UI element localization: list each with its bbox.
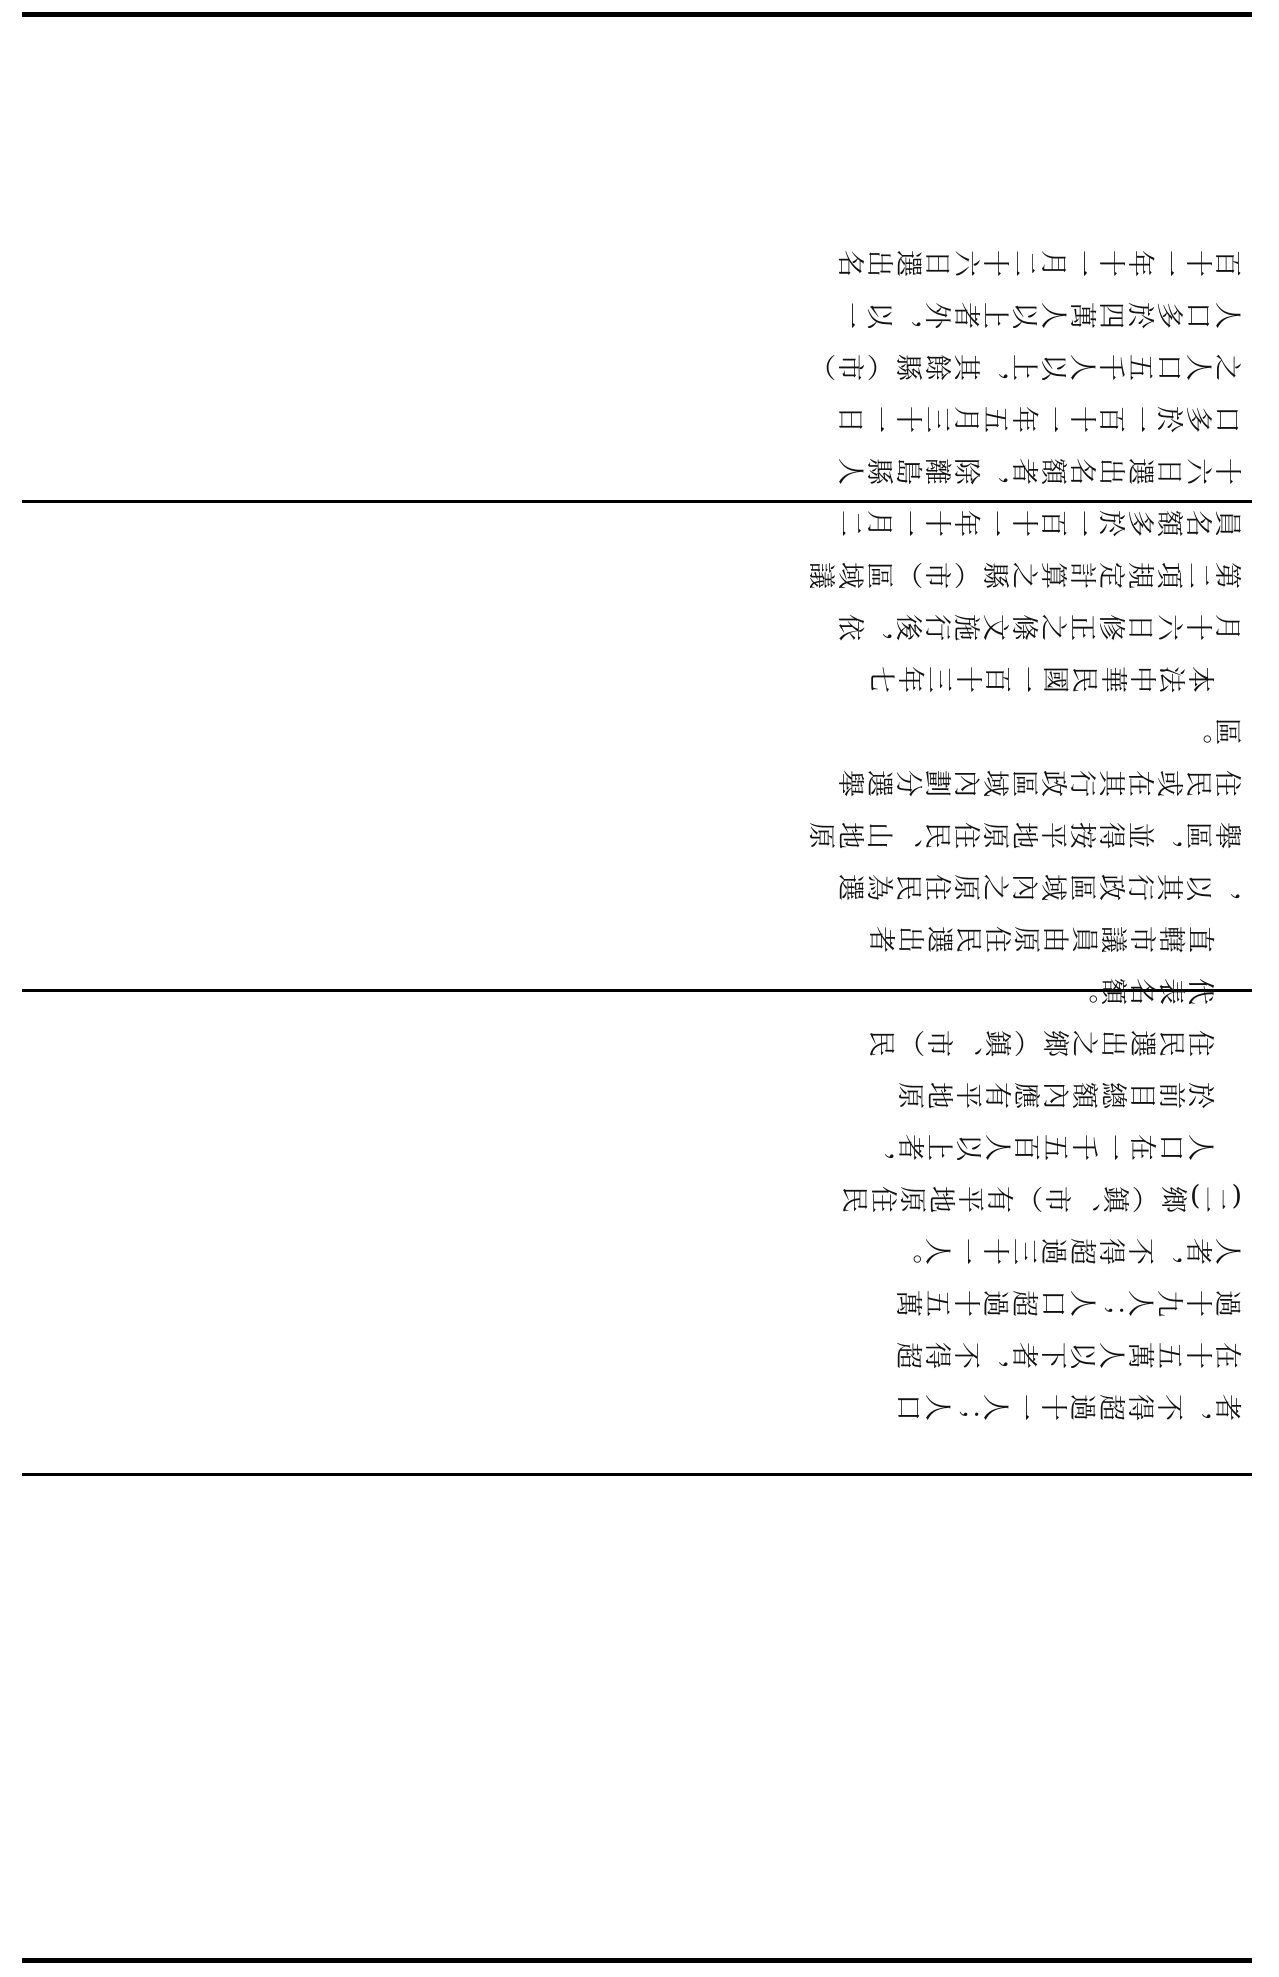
text-line: 者，不得超過十一人；人口 xyxy=(894,1389,1242,1420)
text-line: (二)鄉（鎮、市）有平地原住民 xyxy=(839,1181,1242,1212)
blank-panel-4 xyxy=(22,1476,1252,1958)
text-line: 住民或在其行政區域內劃分選舉 xyxy=(836,765,1242,796)
text-line: 住民選出之鄉（鎮、市）民 xyxy=(867,1025,1215,1056)
text-line: 代表名額。 xyxy=(1070,973,1215,1004)
text-line: 人者，不得超過三十一人。 xyxy=(894,1233,1242,1264)
text-line: 月十六日修正之條文施行後，依 xyxy=(836,609,1242,640)
text-panel xyxy=(22,245,1252,1473)
text-line: 直轄市議員由原住民選出者 xyxy=(867,921,1215,952)
text-line: 過十九人；人口超過十五萬 xyxy=(894,1285,1242,1316)
text-line: 舉區，並得按平地原住民、山地原 xyxy=(807,817,1242,848)
text-line: 人口在一千五百人以上者， xyxy=(867,1129,1215,1160)
text-line: ，以其行政區域內之原住民為選 xyxy=(836,869,1242,900)
text-line: 百十一年十一月二十六日選出名 xyxy=(836,245,1242,276)
text-line: 在十五萬人以下者，不得超 xyxy=(894,1337,1242,1368)
text-line: 十六日選出名額者，除離島縣人 xyxy=(836,453,1242,484)
bottom-rule xyxy=(22,1958,1252,1963)
rotated-text-block xyxy=(42,245,1242,1430)
text-line: 區。 xyxy=(1184,713,1242,744)
text-line: 員名額多於一百十一年十一月二 xyxy=(836,505,1242,536)
text-line: 人口多於四萬人以上者外，以一 xyxy=(836,297,1242,328)
text-line: 之人口五千人以上，其餘縣（市） xyxy=(807,349,1242,380)
text-line: 第二項規定計算之縣（市）區域議 xyxy=(807,557,1242,588)
text-line: 於前目總額內應有平地原 xyxy=(896,1077,1215,1108)
text-line: 本法中華民國一百十三年七 xyxy=(867,661,1215,692)
text-line: 口多於一百十一年五月三十一日 xyxy=(836,401,1242,432)
